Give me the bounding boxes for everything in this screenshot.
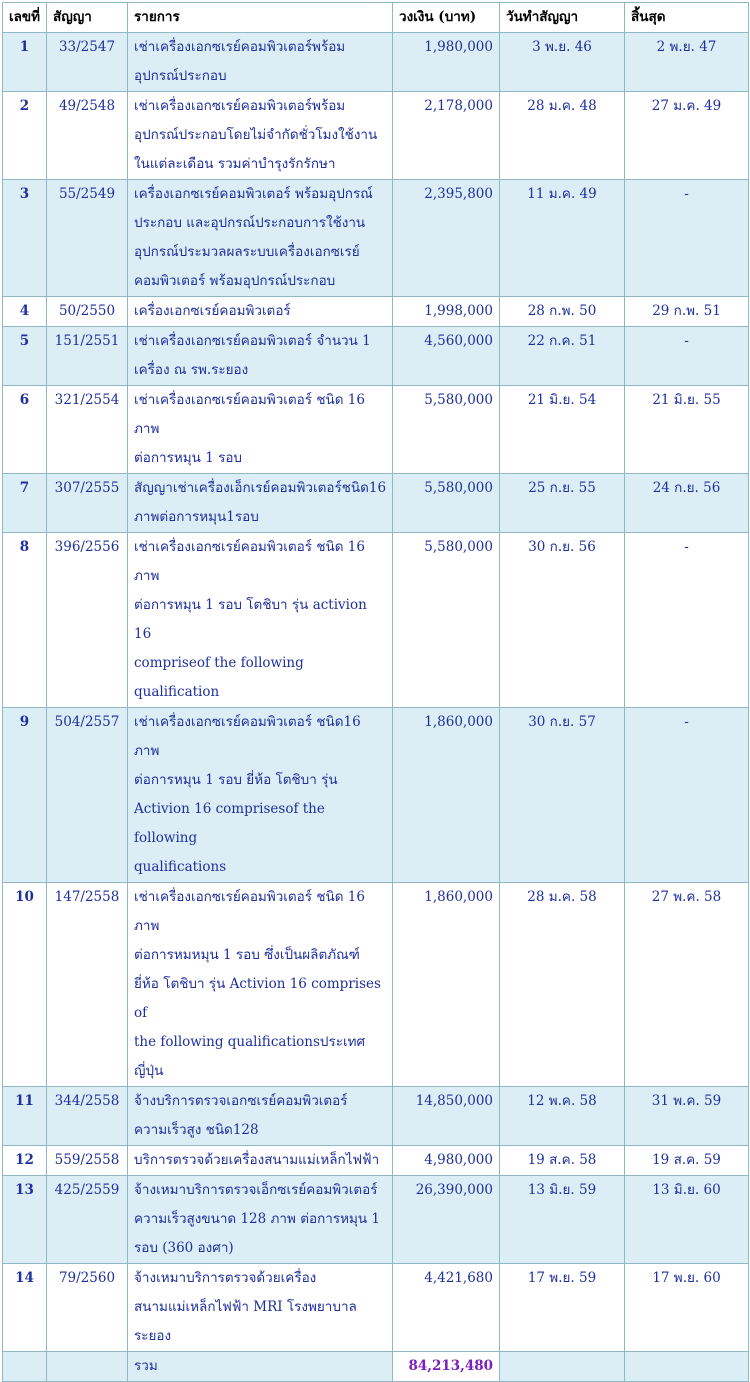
header-contract: สัญญา <box>47 3 128 33</box>
description-line: Activion 16 comprisesof the following <box>134 801 325 846</box>
row-start-date: 3 พ.ย. 46 <box>500 33 625 92</box>
description-line: เช่าเครื่องเอกซเรย์คอมพิวเตอร์ ชนิด 16 ภาพ <box>134 889 365 934</box>
header-description: รายการ <box>128 3 393 33</box>
description-line: เครื่องเอกซเรย์คอมพิวเตอร์ พร้อมอุปกรณ์ <box>134 186 373 202</box>
description-line: เครื่อง ณ รพ.ระยอง <box>134 362 249 378</box>
description-line: คอมพิวเตอร์ พร้อมอุปกรณ์ประกอบ <box>134 273 336 289</box>
description-line: อุปกรณ์ประกอบ <box>134 68 227 84</box>
row-end-date: 29 ก.พ. 51 <box>625 297 749 327</box>
description-line: เช่าเครื่องเอกซเรย์คอมพิวเตอร์ จำนวน 1 <box>134 333 371 349</box>
row-end-date: 21 มิ.ย. 55 <box>625 386 749 474</box>
row-description <box>128 327 393 386</box>
row-end-date: 2 พ.ย. 47 <box>625 33 749 92</box>
table-row <box>3 33 749 92</box>
row-number: 1 <box>3 33 47 92</box>
description-line: ต่อการหมุน 1 รอบ <box>134 450 243 466</box>
row-amount: 1,980,000 <box>393 33 500 92</box>
grand-total-amount: 84,213,480 <box>393 1352 500 1382</box>
row-start-date: 22 ก.ค. 51 <box>500 327 625 386</box>
description-line: ต่อการหมหมุน 1 รอบ ซึ่งเป็นผลิตภัณฑ์ <box>134 947 360 963</box>
row-number: 13 <box>3 1176 47 1264</box>
description-line: ต่อการหมุน 1 รอบ ยี่ห้อ โตชิบา รุ่น <box>134 772 338 788</box>
row-description <box>128 883 393 1087</box>
table-row <box>3 474 749 533</box>
row-start-date: 30 ก.ย. 56 <box>500 533 625 708</box>
row-description <box>128 1264 393 1352</box>
total-blank-start <box>500 1352 625 1382</box>
row-contract: 33/2547 <box>47 33 128 92</box>
table-row <box>3 92 749 180</box>
description-line: เช่าเครื่องเอกซเรย์คอมพิวเตอร์พร้อม <box>134 39 346 55</box>
total-blank-contract <box>47 1352 128 1382</box>
description-line: ภาพต่อการหมุน1รอบ <box>134 509 259 525</box>
row-start-date: 28 ม.ค. 48 <box>500 92 625 180</box>
header-end-date: สิ้นสุด <box>625 3 749 33</box>
table-row <box>3 297 749 327</box>
row-number: 6 <box>3 386 47 474</box>
total-blank-end <box>625 1352 749 1382</box>
row-number: 5 <box>3 327 47 386</box>
description-line: ความเร็วสูงขนาด 128 ภาพ ต่อการหมุน 1 <box>134 1211 380 1227</box>
description-line: อุปกรณ์ประกอบโดยไม่จำกัดชั่วโมงใช้งาน <box>134 127 378 143</box>
row-start-date: 19 ส.ค. 58 <box>500 1146 625 1176</box>
description-line: สัญญาเช่าเครื่องเอ็กเรย์คอมพิวเตอร์ชนิด16 <box>134 480 387 496</box>
description-line: ระยอง <box>134 1328 172 1344</box>
description-line: qualifications <box>134 859 227 875</box>
row-end-date: - <box>625 327 749 386</box>
table-row <box>3 1264 749 1352</box>
row-end-date: 17 พ.ย. 60 <box>625 1264 749 1352</box>
description-line: ประกอบ และอุปกรณ์ประกอบการใช้งาน <box>134 215 366 231</box>
row-number: 9 <box>3 708 47 883</box>
row-end-date: - <box>625 708 749 883</box>
row-contract: 79/2560 <box>47 1264 128 1352</box>
table-row <box>3 708 749 883</box>
row-description <box>128 474 393 533</box>
row-start-date: 12 พ.ค. 58 <box>500 1087 625 1146</box>
description-line: จ้างเหมาบริการตรวจด้วยเครื่อง <box>134 1270 317 1286</box>
row-amount: 2,178,000 <box>393 92 500 180</box>
description-line: เช่าเครื่องเอกซเรย์คอมพิวเตอร์ ชนิด 16 ภาพ <box>134 392 365 437</box>
row-start-date: 17 พ.ย. 59 <box>500 1264 625 1352</box>
table-row <box>3 1087 749 1146</box>
row-end-date: - <box>625 533 749 708</box>
row-number: 8 <box>3 533 47 708</box>
row-end-date: 27 ม.ค. 49 <box>625 92 749 180</box>
table-row <box>3 1146 749 1176</box>
row-amount: 5,580,000 <box>393 533 500 708</box>
description-line: สนามแม่เหล็กไฟฟ้า MRI โรงพยาบาล <box>134 1299 357 1315</box>
row-description <box>128 1146 393 1176</box>
description-line: ความเร็วสูง ชนิด128 <box>134 1122 259 1138</box>
row-end-date: 19 ส.ค. 59 <box>625 1146 749 1176</box>
row-description <box>128 180 393 297</box>
table-row <box>3 180 749 297</box>
row-contract: 559/2558 <box>47 1146 128 1176</box>
description-line: ยี่ห้อ โตชิบา รุ่น Activion 16 comprises of <box>134 976 381 1021</box>
table-row <box>3 386 749 474</box>
table-row <box>3 533 749 708</box>
row-amount: 4,421,680 <box>393 1264 500 1352</box>
row-contract: 151/2551 <box>47 327 128 386</box>
row-number: 7 <box>3 474 47 533</box>
row-description <box>128 33 393 92</box>
header-amount: วงเงิน (บาท) <box>393 3 500 33</box>
row-number: 10 <box>3 883 47 1087</box>
row-number: 12 <box>3 1146 47 1176</box>
total-label: รวม <box>128 1352 393 1382</box>
row-contract: 50/2550 <box>47 297 128 327</box>
description-line: รอบ (360 องศา) <box>134 1240 234 1256</box>
row-description <box>128 297 393 327</box>
row-contract: 396/2556 <box>47 533 128 708</box>
table-header-row <box>3 3 749 33</box>
description-line: ต่อการหมุน 1 รอบ โตชิบา รุ่น activion 16 <box>134 597 367 642</box>
total-blank-no <box>3 1352 47 1382</box>
contract-table-container <box>2 2 748 1382</box>
contract-table <box>2 2 749 1382</box>
row-description <box>128 92 393 180</box>
row-amount: 14,850,000 <box>393 1087 500 1146</box>
row-start-date: 25 ก.ย. 55 <box>500 474 625 533</box>
row-end-date: 13 มิ.ย. 60 <box>625 1176 749 1264</box>
row-contract: 504/2557 <box>47 708 128 883</box>
row-amount: 5,580,000 <box>393 386 500 474</box>
description-line: compriseof the following qualification <box>134 655 304 700</box>
row-amount: 5,580,000 <box>393 474 500 533</box>
table-body <box>3 33 749 1352</box>
row-contract: 321/2554 <box>47 386 128 474</box>
header-start-date: วันทำสัญญา <box>500 3 625 33</box>
row-description <box>128 708 393 883</box>
row-end-date: 24 ก.ย. 56 <box>625 474 749 533</box>
row-end-date: - <box>625 180 749 297</box>
row-amount: 2,395,800 <box>393 180 500 297</box>
row-start-date: 11 ม.ค. 49 <box>500 180 625 297</box>
row-contract: 147/2558 <box>47 883 128 1087</box>
row-amount: 26,390,000 <box>393 1176 500 1264</box>
row-contract: 55/2549 <box>47 180 128 297</box>
row-amount: 1,860,000 <box>393 883 500 1087</box>
description-line: จ้างเหมาบริการตรวจเอ็กซเรย์คอมพิวเตอร์ <box>134 1182 378 1198</box>
row-start-date: 13 มิ.ย. 59 <box>500 1176 625 1264</box>
description-line: บริการตรวจด้วยเครื่องสนามแม่เหล็กไฟฟ้า <box>134 1152 380 1168</box>
row-number: 2 <box>3 92 47 180</box>
row-start-date: 21 มิ.ย. 54 <box>500 386 625 474</box>
total-row <box>3 1352 749 1382</box>
row-number: 4 <box>3 297 47 327</box>
row-amount: 1,860,000 <box>393 708 500 883</box>
row-number: 14 <box>3 1264 47 1352</box>
row-end-date: 31 พ.ค. 59 <box>625 1087 749 1146</box>
row-description <box>128 1176 393 1264</box>
description-line: ในแต่ละเดือน รวมค่าบำรุงรักรักษา <box>134 156 336 172</box>
row-number: 3 <box>3 180 47 297</box>
table-row <box>3 1176 749 1264</box>
row-description <box>128 386 393 474</box>
description-line: เช่าเครื่องเอกซเรย์คอมพิวเตอร์ ชนิด 16 ภาพ <box>134 539 365 584</box>
row-description <box>128 533 393 708</box>
row-contract: 49/2548 <box>47 92 128 180</box>
row-amount: 1,998,000 <box>393 297 500 327</box>
row-start-date: 30 ก.ย. 57 <box>500 708 625 883</box>
description-line: อุปกรณ์ประมวลผลระบบเครื่องเอกซเรย์ <box>134 244 360 260</box>
header-no: เลขที่ <box>3 3 47 33</box>
row-start-date: 28 ก.พ. 50 <box>500 297 625 327</box>
table-row <box>3 327 749 386</box>
row-description <box>128 1087 393 1146</box>
row-end-date: 27 พ.ค. 58 <box>625 883 749 1087</box>
description-line: เช่าเครื่องเอกซเรย์คอมพิวเตอร์ ชนิด16 ภาพ <box>134 714 361 759</box>
description-line: จ้างบริการตรวจเอกซเรย์คอมพิวเตอร์ <box>134 1093 348 1109</box>
row-contract: 344/2558 <box>47 1087 128 1146</box>
description-line: เช่าเครื่องเอกซเรย์คอมพิวเตอร์พร้อม <box>134 98 346 114</box>
row-contract: 307/2555 <box>47 474 128 533</box>
description-line: the following qualificationsประเทศญี่ปุ่น <box>134 1034 366 1079</box>
row-contract: 425/2559 <box>47 1176 128 1264</box>
row-number: 11 <box>3 1087 47 1146</box>
row-amount: 4,980,000 <box>393 1146 500 1176</box>
row-start-date: 28 ม.ค. 58 <box>500 883 625 1087</box>
table-row <box>3 883 749 1087</box>
description-line: เครื่องเอกซเรย์คอมพิวเตอร์ <box>134 303 291 319</box>
row-amount: 4,560,000 <box>393 327 500 386</box>
